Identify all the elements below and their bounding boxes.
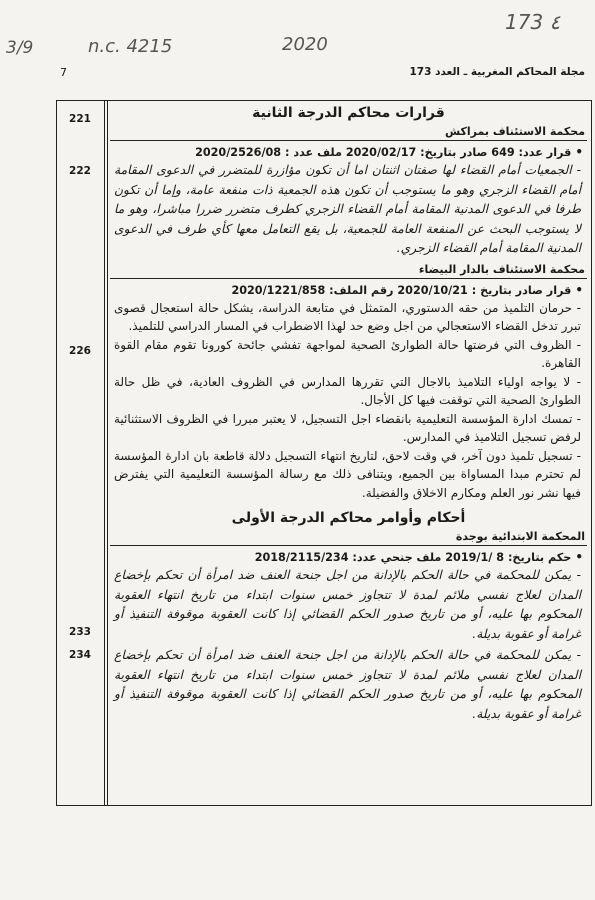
- summary-item: - لا يواجه اولياء التلاميذ بالاجال التي تقررها المدارس في الظروف العادية، في ظل حالة الطوارئ الصحية التي توقفت فيها كل الأجال.: [114, 374, 581, 407]
- handwritten-issue-mark: 173 ٤: [505, 10, 561, 34]
- decision-text: حكم بتاريخ: 8 /2019/1 ملف جنحي عدد: 2018/2115/234: [254, 551, 572, 564]
- content-frame: [56, 100, 592, 806]
- journal-header: مجلة المحاكم المغربية ـ العدد 173: [409, 66, 585, 78]
- margin-rule-inner: [107, 101, 108, 805]
- summary-item-text: لا يواجه اولياء التلاميذ بالاجال التي تقررها المدارس في الظروف العادية، في ظل حالة الطوارئ الصحية التي توقفت فيها كل الأجال.: [114, 374, 581, 407]
- summary-item-text: يمكن للمحكمة في حالة الحكم بالإدانة من اجل جنحة العنف ضد امرأة أن تحكم بإخضاع المدان لعلاج نفسي ملائم لمدة لا تتجاوز خمس سنوات ابتداء من تاريخ انتهاء العقوبة المحكوم بها عليه، أو من تاريخ صدور الحكم القضائي إذا كانت العقوبة موقوفة التنفيذ أو غرامة أو عقوبة بديلة.: [114, 648, 581, 721]
- handwritten-reference: n.c. 4215: [88, 36, 173, 57]
- summary-marrakech: - الجمعيات أمام القضاء لها صفتان اثنتان اما أن تكون مؤازرة للمتضرر في الدعوى المقامة أمام القضاء الزجري وهو ما يستوجب أن تكون هذه الجمعية ذات منفعة عامة، وإما أن تكون طرفا في الدعوى المدنية المقامة أمام القضاء الزجري كطرف متضرر ضررا مباشرا، وهو ما لا يستوجب البحث عن المنفعة العامة للجمعية، بل يقع التعامل معها كأي طرف في الدعوى المدنية المقامة أمام القضاء الزجري.: [114, 163, 581, 255]
- section-title-first-degree: أحكام وأوامر محاكم الدرجة الأولى: [231, 510, 466, 526]
- document-body: [110, 101, 587, 726]
- court-heading-oujda: المحكمة الابتدائية بوجدة: [110, 528, 587, 546]
- court-heading-marrakech: محكمة الاستئناف بمراكش: [110, 123, 587, 141]
- summary-item-text: تسجيل تلميذ دون آخر، في وقت لاحق، لتاريخ انتهاء التسجيل دلالة قاطعة بان ادارة المؤسسة لم تحترم مبدا المساواة بين الجميع، ويتنافى ذلك مع رسالة المؤسسة التعليمية التي يفترض فيها نشر نور العلم ومكارم الاخلاق والفضيلة.: [114, 448, 581, 500]
- summary-item: - حرمان التلميذ من حقه الدستوري، المتمثل في متابعة الدراسة، يشكل حالة استعجال قصوى تبرر تدخل القضاء الاستعجالي من اجل وضع حد لهذا الاضطراب في المسار الدراسي للتلميذ.: [114, 300, 581, 333]
- court-heading-casablanca: محكمة الاستئناف بالدار البيضاء: [110, 261, 587, 279]
- summary-item: - تسجيل تلميذ دون آخر، في وقت لاحق، لتاريخ انتهاء التسجيل دلالة قاطعة بان ادارة المؤسسة لم تحترم مبدا المساواة بين الجميع، ويتنافى ذلك مع رسالة المؤسسة التعليمية التي يفترض فيها نشر نور العلم ومكارم الاخلاق والفضيلة.: [114, 448, 582, 500]
- summary-item-text: الظروف التي فرضتها حالة الطوارئ الصحية لمواجهة تفشي جائحة كورونا تقوم مقام القوة القاهرة.: [114, 337, 581, 370]
- decision-text: قرار صادر بتاريخ : 2020/10/21 رقم الملف: 2020/1221/858: [231, 283, 572, 297]
- summary-item: - تمسك ادارة المؤسسة التعليمية بانقضاء اجل التسجيل، لا يعتبر مبررا في الظروف الاستثنائية لرفض تسجيل التلاميذ في المدارس.: [114, 411, 581, 444]
- summary-item-text: يمكن للمحكمة في حالة الحكم بالإدانة من اجل جنحة العنف ضد امرأة أن تحكم بإخضاع المدان لعلاج نفسي ملائم لمدة لا تتجاوز خمس سنوات ابتداء من تاريخ انتهاء العقوبة المحكوم بها عليه، أو من تاريخ صدور الحكم القضائي إذا كانت العقوبة موقوفة التنفيذ أو غرامة أو عقوبة بديلة.: [114, 568, 581, 641]
- summary-item: - يمكن للمحكمة في حالة الحكم بالإدانة من اجل جنحة العنف ضد امرأة أن تحكم بإخضاع المدان لعلاج نفسي ملائم لمدة لا تتجاوز خمس سنوات ابتداء من تاريخ انتهاء العقوبة المحكوم بها عليه، أو من تاريخ صدور الحكم القضائي إذا كانت العقوبة موقوفة التنفيذ أو غرامة أو عقوبة بديلة.: [114, 648, 581, 721]
- decision-line-casablanca: •قرار صادر بتاريخ : 2020/10/21 رقم الملف: 2020/1221/858: [231, 282, 583, 297]
- summary-item-text: تمسك ادارة المؤسسة التعليمية بانقضاء اجل التسجيل، لا يعتبر مبررا في الظروف الاستثنائية لرفض تسجيل التلاميذ في المدارس.: [114, 411, 581, 444]
- decision-line-oujda: •حكم بتاريخ: 8 /2019/1 ملف جنحي عدد: 2018/2115/234: [254, 550, 583, 564]
- margin-ref-233: 233: [69, 626, 91, 638]
- decision-text: قرار عدد: 649 صادر بتاريخ: 2020/02/17 ملف عدد : 2020/2526/08: [195, 146, 572, 159]
- margin-ref-222: 222: [69, 165, 91, 177]
- margin-rule: [104, 101, 105, 805]
- handwritten-year: 2020: [282, 34, 328, 55]
- margin-ref-226: 226: [69, 345, 91, 357]
- margin-ref-234: 234: [69, 649, 91, 661]
- summary-item-text: حرمان التلميذ من حقه الدستوري، المتمثل في متابعة الدراسة، يشكل حالة استعجال قصوى تبرر تدخل القضاء الاستعجالي من اجل وضع حد لهذا الاضطراب في المسار الدراسي للتلميذ.: [114, 300, 581, 333]
- page-number: 7: [60, 66, 67, 79]
- summary-item: - يمكن للمحكمة في حالة الحكم بالإدانة من اجل جنحة العنف ضد امرأة أن تحكم بإخضاع المدان لعلاج نفسي ملائم لمدة لا تتجاوز خمس سنوات ابتداء من تاريخ انتهاء العقوبة المحكوم بها عليه، أو من تاريخ صدور الحكم القضائي إذا كانت العقوبة موقوفة التنفيذ أو غرامة أو عقوبة بديلة.: [114, 568, 581, 641]
- margin-ref-221: 221: [69, 113, 91, 125]
- decision-line-marrakech: •قرار عدد: 649 صادر بتاريخ: 2020/02/17 ملف عدد : 2020/2526/08: [195, 145, 583, 159]
- summary-item: - الظروف التي فرضتها حالة الطوارئ الصحية لمواجهة تفشي جائحة كورونا تقوم مقام القوة القاهرة.: [114, 337, 581, 370]
- handwritten-page-mark: 3/9: [6, 38, 34, 58]
- summary-text: الجمعيات أمام القضاء لها صفتان اثنتان اما أن تكون مؤازرة للمتضرر في الدعوى المقامة أمام القضاء الزجري وهو ما يستوجب أن تكون هذه الجمعية ذات منفعة عامة، وإما أن تكون طرفا في الدعوى المدنية المقامة أمام القضاء الزجري كطرف متضرر ضررا مباشرا، وهو ما لا يستوجب البحث عن المنفعة العامة للجمعية، بل يقع التعامل معها كأي طرف في الدعوى المدنية المقامة أمام القضاء الزجري.: [114, 163, 581, 255]
- section-title-second-degree: قرارات محاكم الدرجة الثانية: [252, 105, 445, 121]
